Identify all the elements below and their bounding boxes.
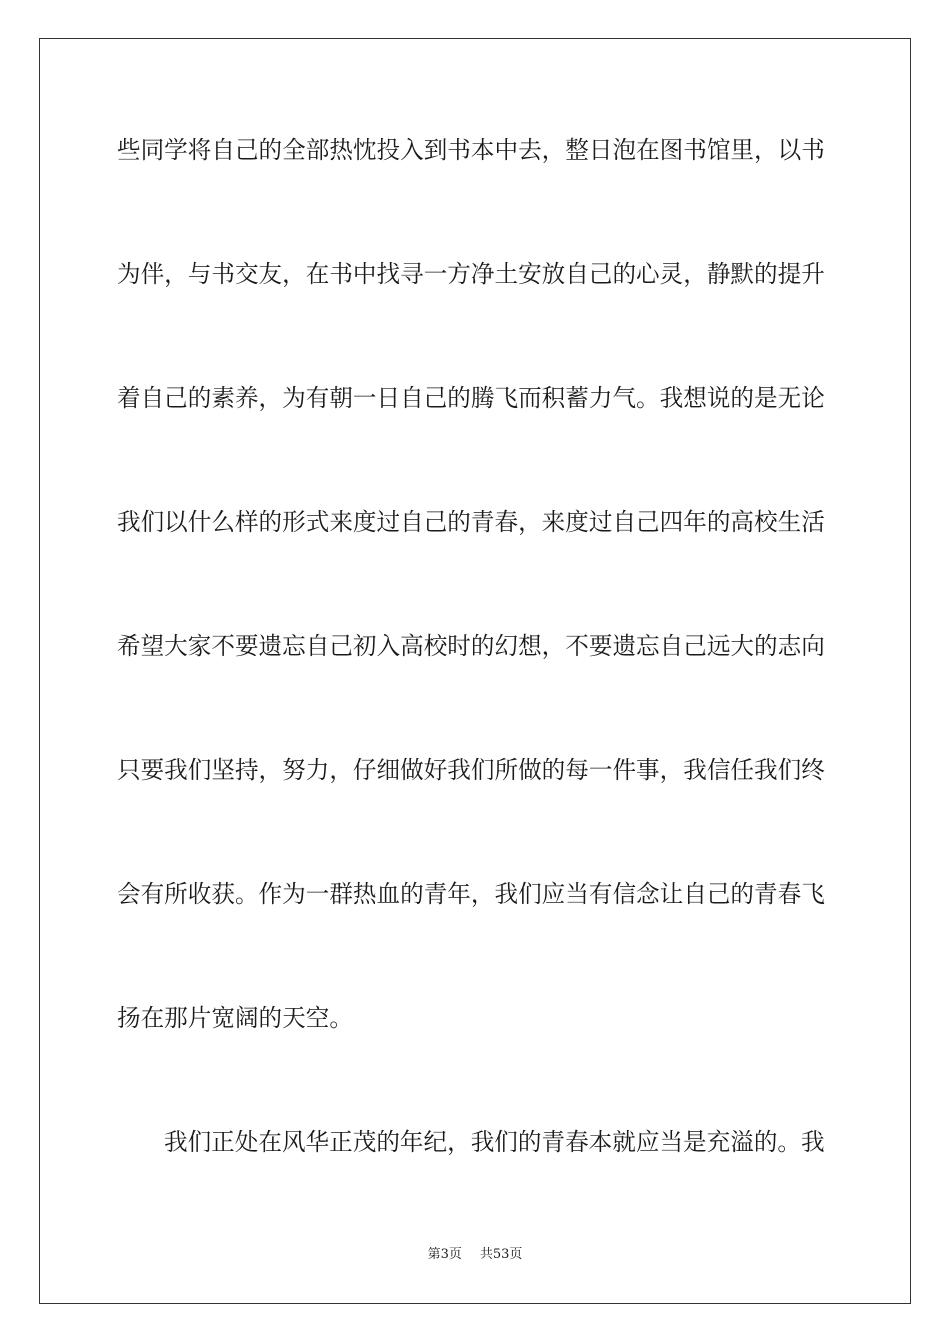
text-line: 些同学将自己的全部热忱投入到书本中去，整日泡在图书馆里，以书 [117, 136, 825, 164]
text-line: 着自己的素养，为有朝一日自己的腾飞而积蓄力气。我想说的是无论 [117, 384, 825, 412]
text-line: 扬在那片宽阔的天空。 [117, 1004, 353, 1032]
text-line: 只要我们坚持，努力，仔细做好我们所做的每一件事，我信任我们终 [117, 756, 825, 784]
text-line: 希望大家不要遗忘自己初入高校时的幻想，不要遗忘自己远大的志向 [117, 632, 825, 660]
text-line: 我们以什么样的形式来度过自己的青春，来度过自己四年的高校生活 [117, 508, 825, 536]
page-border [39, 38, 911, 1304]
total-pages: 共53页 [479, 1247, 523, 1262]
page-footer [0, 1246, 950, 1264]
paragraph-start-line: 我们正处在风华正茂的年纪，我们的青春本就应当是充溢的。我 [164, 1128, 825, 1156]
text-line: 会有所收获。作为一群热血的青年，我们应当有信念让自己的青春飞 [117, 880, 825, 908]
page-number: 第3页 [427, 1247, 462, 1262]
text-line: 为伴，与书交友，在书中找寻一方净土安放自己的心灵，静默的提升 [117, 260, 825, 288]
